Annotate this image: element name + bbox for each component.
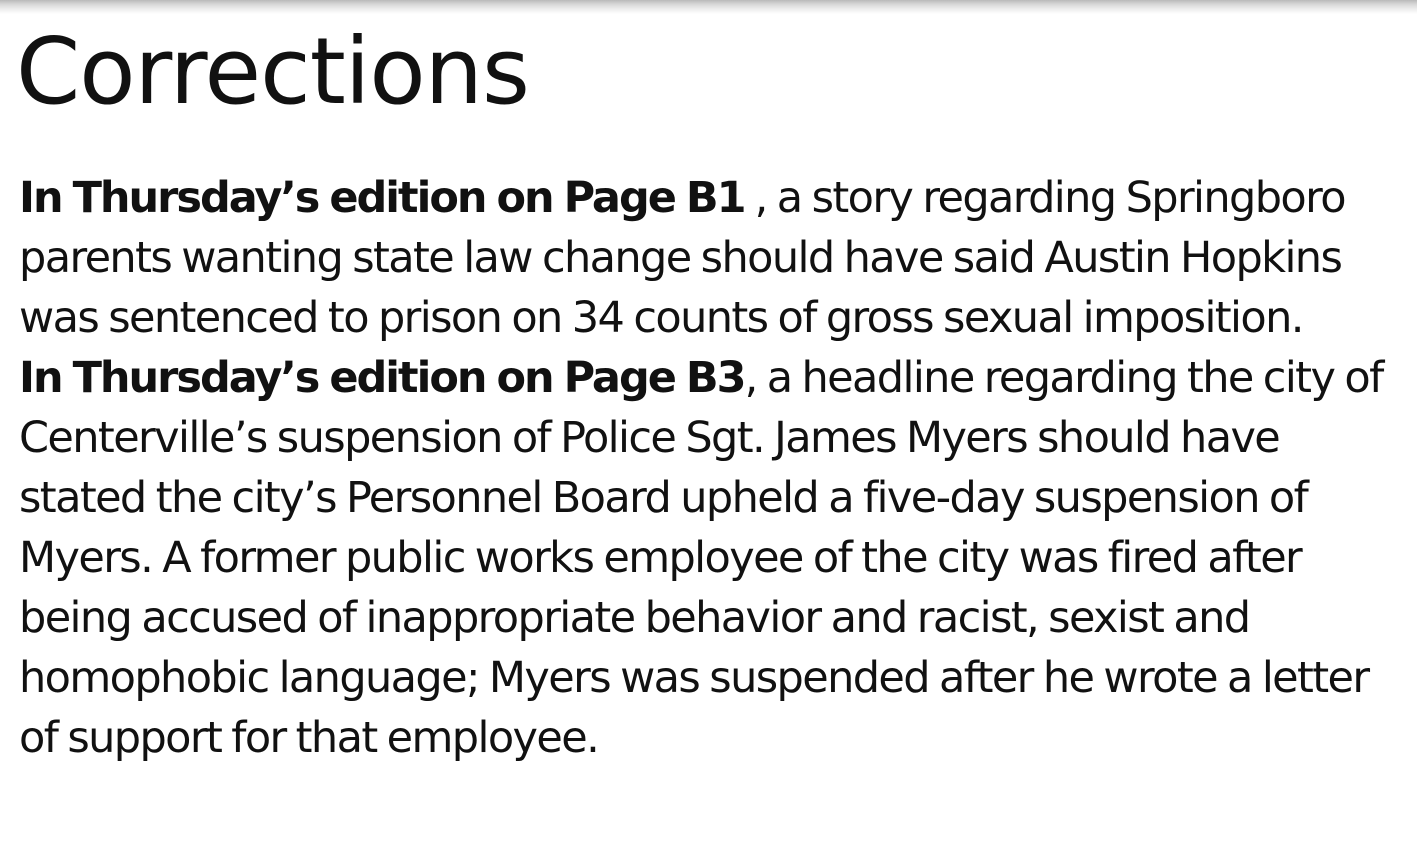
correction-entry-b1 (19, 168, 1404, 348)
corrections-body (19, 168, 1404, 768)
correction-text: , a headline regarding the city of Centerville’s suspension of Police Sgt. James Myers should have stated the city’s Personnel Board upheld a five-day suspension of Myers. A former public works employee of the city was fired after being accused of inappropriate behavior and racist, sexist and homophobic language; Myers was suspended after he wrote a letter of support for that employee. (19, 353, 1383, 763)
correction-text: , a story regarding Springboro parents wanting state law change should have said Austin Hopkins was sentenced to prison on 34 counts of gross sexual imposition. (19, 173, 1345, 343)
page-title: Corrections (16, 18, 529, 125)
correction-lead: In Thursday’s edition on Page B1 (19, 173, 745, 223)
correction-lead: In Thursday’s edition on Page B3 (19, 353, 745, 403)
top-edge-shadow (0, 0, 1417, 14)
correction-entry-b3 (19, 348, 1404, 768)
